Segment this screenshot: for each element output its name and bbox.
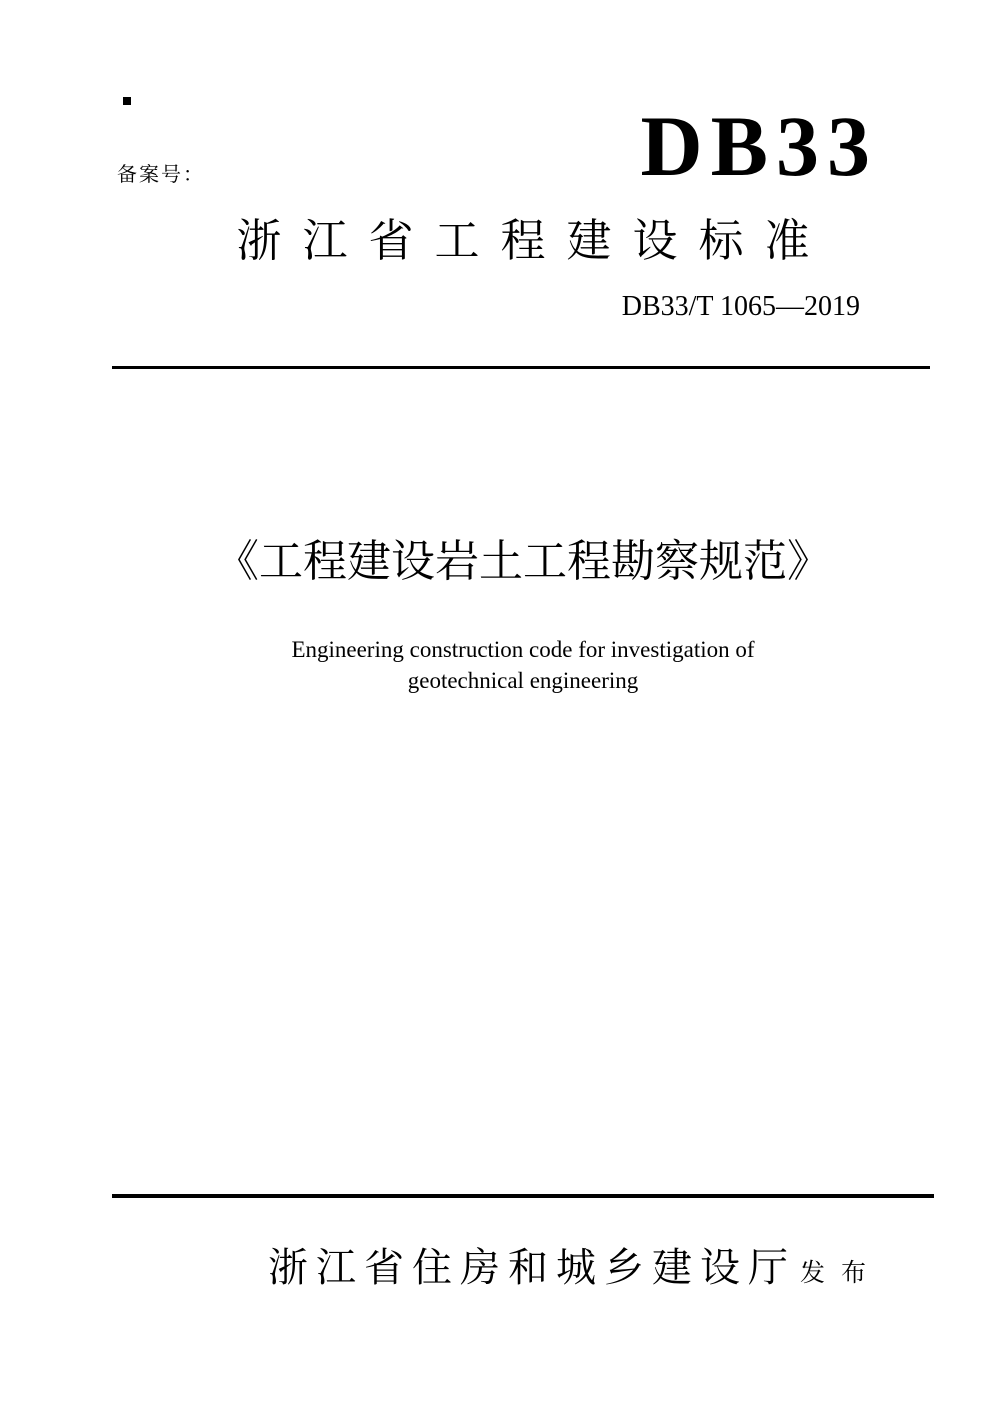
top-rule [112, 366, 930, 369]
publisher-name: 浙江省住房和城乡建设厅 [268, 1245, 796, 1290]
publisher-row [268, 1236, 882, 1293]
corner-mark [123, 97, 131, 105]
issue-label: 发布 [800, 1260, 883, 1287]
document-title-cn: 《工程建设岩土工程勘察规范》 [215, 537, 831, 586]
standard-number: DB33/T 1065—2019 [621, 291, 860, 322]
document-title-en-line1: Engineering construction code for investigation of [291, 637, 755, 662]
bottom-rule [112, 1194, 934, 1198]
document-title-en [112, 634, 934, 696]
filing-number-label: 备案号： [117, 164, 205, 186]
standard-code: DB33 [640, 98, 878, 194]
series-title: 浙江省工程建设标准 [236, 216, 831, 266]
document-title-en-line2: geotechnical engineering [407, 668, 639, 693]
